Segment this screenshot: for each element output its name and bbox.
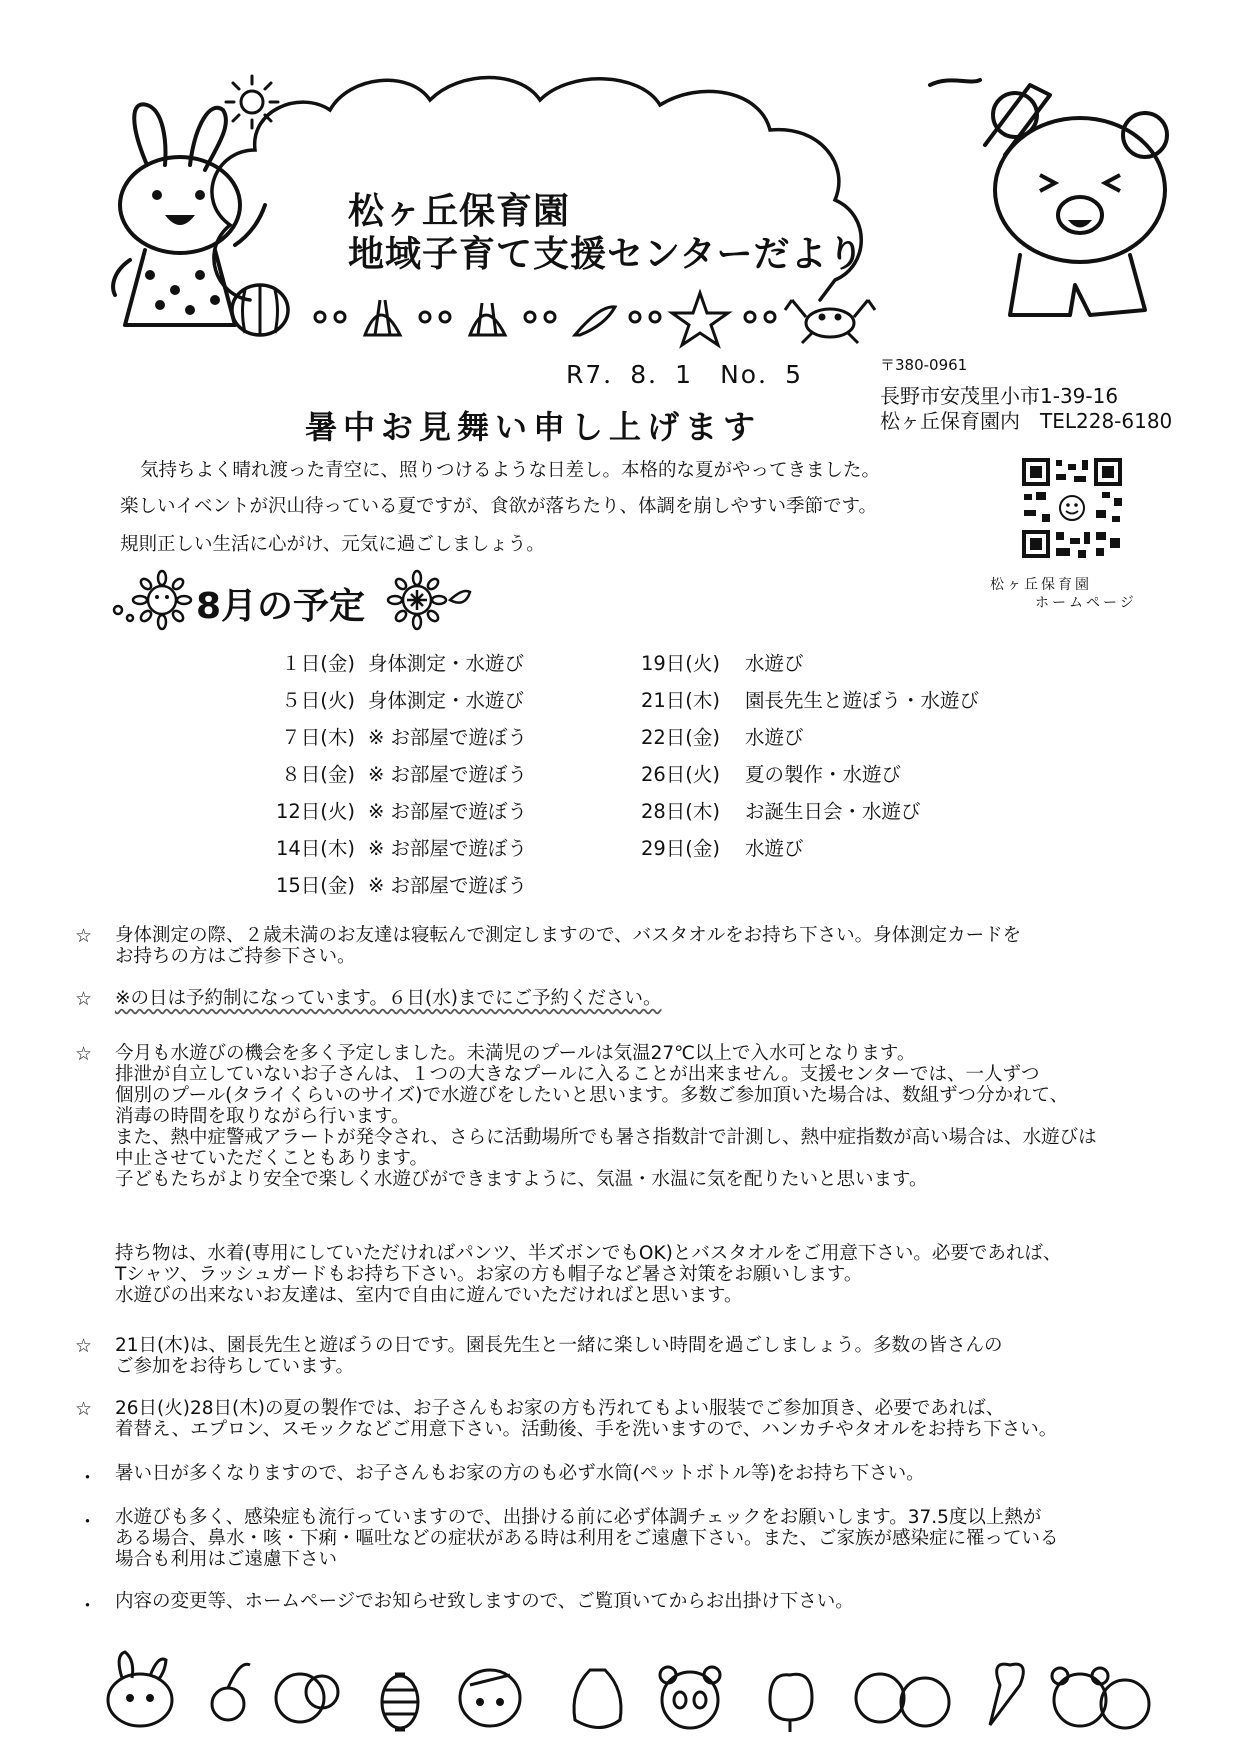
intro-line: 気持ちよく晴れ渡った青空に、照りつけるような日差し。本格的な夏がやってきました。 [140,460,881,481]
schedule-date: 29日(金) [640,837,720,860]
intro-line: 規則正しい生活に心がけ、元気に過ごしましょう。 [120,534,545,555]
schedule-date: ５日(火) [281,689,355,712]
note-body-craft: 26日(火)28日(木)の夏の製作では、お子さんもお家の方も汚れてもよい服装でご参加頂き、必要であれば、 着替え、エプロン、スモックなどご用意下さい。活動後、手を洗いますので、ハンカチやタオルをお持ち下さい。 [115,1398,1058,1440]
schedule-event: 身体測定・水遊び [368,689,525,712]
star-bullet: ☆ [75,925,93,947]
schedule-event: ※ お部屋で遊ぼう [368,837,528,860]
note-body-belongings: 持ち物は、水着(専用にしていただければパンツ、半ズボンでもOK)とバスタオルをご用意下さい。必要であれば、 Tシャツ、ラッシュガードもお持ち下さい。お家の方も帽子など暑さ対策をお願いします。 水遊びの出来ないお友達は、室内で自由に遊んでいただければと思います。 [115,1243,1062,1306]
schedule-event: ※ お部屋で遊ぼう [368,763,528,786]
schedule-title: 8月の予定 [196,586,366,627]
schedule-date: 21日(木) [640,689,720,712]
issue-number: R7．8．1 No．5 [566,360,803,389]
sunflower-icon [110,570,195,630]
intro-line: 楽しいイベントが沢山待っている夏ですが、食欲が落ちたり、体調を崩しやすい季節です。 [120,496,878,517]
qr-label: 松ヶ丘保育園 [990,577,1092,593]
star-bullet: ☆ [75,1398,93,1420]
qr-code [1022,458,1122,558]
schedule-date: 15日(金) [275,874,355,897]
star-bullet: ☆ [75,1043,93,1065]
lantern-icon [382,1674,418,1730]
panda-face-icon [660,1667,720,1728]
schedule-event: 園長先生と遊ぼう・水遊び [745,689,980,712]
newsletter-title-line1: 松ヶ丘保育園 [348,191,571,232]
note-body-health-check: 水遊びも多く、感染症も流行っていますので、出掛ける前に必ず体調チェックをお願いします。37.5度以上熱が ある場合、鼻水・咳・下痢・嘔吐などの症状がある時は利用をご遠慮下さい。また、ご家族が感染症に罹っている 場合も利用はご遠慮下さい [115,1507,1059,1570]
schedule-event: 身体測定・水遊び [368,652,525,675]
goldfish-bag-icon [574,1670,621,1728]
address: 長野市安茂里小市1-39-16 [880,384,1119,408]
crab-icon [785,300,875,343]
fish-mask-icon [276,1674,338,1722]
schedule-event: 水遊び [745,837,804,860]
rabbit-face-icon [108,1652,172,1726]
bear-kids-icon [1052,1668,1149,1728]
schedule-date: 19日(火) [640,652,720,675]
dot-bullet: ・ [78,1511,98,1533]
yoyo-icon [212,1664,250,1720]
schedule-event: ※ お部屋で遊ぼう [368,726,528,749]
schedule-event: お誕生日会・水遊び [745,800,921,823]
note-body-homepage: 内容の変更等、ホームページでお知らせ致しますので、ご覧頂いてからお出掛け下さい。 [115,1591,854,1612]
schedule-date: ８日(金) [281,763,355,786]
schedule-date: 12日(火) [275,800,355,823]
watermelon-icon [232,285,288,335]
dot-bullet: ・ [78,1467,98,1489]
schedule-date: 26日(火) [640,763,720,786]
address-phone: 松ヶ丘保育園内 TEL228-6180 [880,409,1173,433]
qr-label: ホームページ [1035,595,1137,611]
schedule-event: ※ お部屋で遊ぼう [368,874,528,897]
star-bullet: ☆ [75,1335,93,1357]
schedule-event: 夏の製作・水遊び [745,763,902,786]
note-body-reservation: ※の日は予約制になっています。６日(水)までにご予約ください。 [115,988,662,1009]
starfish-icon [672,293,728,345]
kids-pair-icon [856,1674,949,1726]
note-body-water-bottle: 暑い日が多くなりますので、お子さんもお家の方のも必ず水筒(ペットボトル等)をお持ち下さい。 [115,1463,925,1484]
dot-bullet: ・ [78,1595,98,1617]
note-body-measurement: 身体測定の際、２歳未満のお友達は寝転んで測定しますので、バスタオルをお持ち下さい。身体測定カードを お持ちの方はご持参下さい。 [115,925,1022,967]
summer-greeting: 暑中お見舞い申し上げます [305,408,762,446]
cotton-candy-icon [770,1674,812,1732]
schedule-event: ※ お部屋で遊ぼう [368,800,528,823]
shell-icon [365,300,400,335]
postal-code: 〒380-0961 [880,356,968,374]
sunflower-icon [385,570,475,630]
note-body-water-play: 今月も水遊びの機会を多く予定しました。未満児のプールは気温27℃以上で入水可となります。 排泄が自立していないお子さんは、１つの大きなプールに入ることが出来ません。支援センターでは、一人ずつ 個別のプール(タライくらいのサイズ)で水遊びをしたいと思います。多数ご参加頂いた場合は、数組ずつ分かれて、 消毒の時間を取りながら行います。 また、熱中症警戒アラートが発令され、さらに活動場所でも暑さ指数計で計測し、熱中症指数が高い場合は、水遊びは 中止させていただくこともあります。 子どもたちがより安全で楽しく水遊びができますように、気温・水温に気を配りたいと思います。 [115,1043,1097,1190]
schedule-event: 水遊び [745,726,804,749]
newsletter-title-line2: 地域子育て支援センターだより [348,234,865,275]
schedule-event: 水遊び [745,652,804,675]
star-bullet: ☆ [75,988,93,1010]
schedule-date: 22日(金) [640,726,720,749]
schedule-date: 28日(木) [640,800,720,823]
fan-icon [990,1664,1023,1725]
character-border [0,1630,1241,1740]
schedule-date: １日(金) [281,652,355,675]
note-body-principal-day: 21日(木)は、園長先生と遊ぼうの日です。園長先生と一緒に楽しい時間を過ごしましょう。多数の皆さんの ご参加をお待ちしています。 [115,1335,1003,1377]
beach-items-row [220,285,920,355]
schedule-date: 14日(木) [275,837,355,860]
bear-illustration [960,55,1190,325]
schedule-date: ７日(木) [281,726,355,749]
child-face-icon [460,1670,520,1726]
